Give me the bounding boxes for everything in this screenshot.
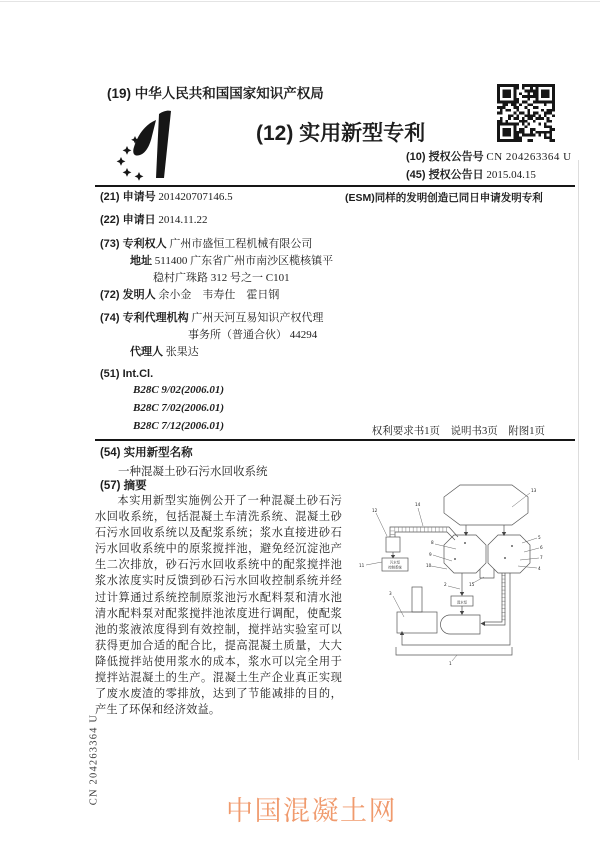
agent-label: 代理人 <box>130 346 163 358</box>
title-section-label: (54) 实用新型名称 <box>100 447 193 459</box>
patent-figure-svg <box>342 477 574 673</box>
pub-number-row <box>406 150 572 164</box>
agent-value: 张果达 <box>165 346 199 358</box>
callout-bottom-line: 1 <box>449 661 452 666</box>
figure-separator <box>386 537 400 552</box>
filing-date-row <box>100 213 207 227</box>
callout-right-d: 4 <box>538 566 541 571</box>
figure-callouts <box>359 488 543 666</box>
application-number-label: (21) 申请号 <box>100 191 156 203</box>
address-line2: 稳村广珠路 312 号之一 C101 <box>153 272 290 284</box>
figure-left-pool <box>444 535 486 573</box>
callout-right-a: 5 <box>538 535 541 540</box>
callout-label-box: 11 <box>359 563 365 568</box>
pub-number-value: CN 204263364 U <box>486 151 572 163</box>
callout-mixer: 3 <box>389 591 392 596</box>
patent-figure <box>342 477 574 678</box>
scan-right-edge <box>578 160 579 760</box>
callout-pipe: 14 <box>415 502 421 507</box>
agency-line1: 广州天河互易知识产权代理 <box>191 312 324 324</box>
application-number-value: 201420707146.5 <box>158 191 233 203</box>
address-row-1 <box>130 254 333 268</box>
site-watermark: 中国混凝土网 <box>226 796 397 826</box>
figure-material-dots <box>454 542 513 560</box>
ipc-entry-1: B28C 9/02(2006.01) <box>133 384 225 396</box>
separator-label-line2: 控制系统 <box>388 565 402 570</box>
callout-right-c: 7 <box>540 555 543 560</box>
figure-right-pool <box>488 535 530 573</box>
logo-shapes <box>117 111 171 181</box>
callout-separator: 12 <box>372 508 378 513</box>
header-divider <box>95 185 575 187</box>
callout-bridge: 15 <box>469 582 475 587</box>
figure-top-pool <box>444 485 528 525</box>
figure-mixer-tower <box>412 587 422 612</box>
agency-row <box>100 311 323 325</box>
figure-tank <box>441 615 481 634</box>
biblio-divider <box>95 439 575 441</box>
separator-label-line1: 污水泵 <box>389 560 401 565</box>
patent-title: 一种混凝土砂石污水回收系统 <box>118 466 268 478</box>
inventors-row <box>100 288 279 302</box>
inventors-value: 余小金 韦寿仕 霍日钢 <box>158 289 280 301</box>
inventors-label: (72) 发明人 <box>100 289 156 301</box>
side-publication-code: CN 204263364 U <box>88 713 100 806</box>
figure-pipes <box>390 525 512 655</box>
document-type-title: (12) 实用新型专利 <box>256 122 426 145</box>
pub-number-label: (10) 授权公告号 <box>406 151 484 163</box>
qr-code <box>497 84 555 147</box>
figure-leaders <box>366 493 539 661</box>
abstract-section-label: (57) 摘要 <box>100 480 147 492</box>
ipc-entry-2: B28C 7/02(2006.01) <box>133 402 225 414</box>
scan-top-edge <box>0 1 600 2</box>
address-label: 地址 <box>130 255 152 267</box>
agent-row <box>130 345 199 359</box>
callout-left-c: 10 <box>426 563 432 568</box>
qr-code-svg <box>497 84 555 142</box>
cnipa-logo <box>113 108 191 193</box>
callout-top-pool: 13 <box>531 488 537 493</box>
esm-note: (ESM)同样的发明创造已同日申请发明专利 <box>345 192 543 204</box>
pub-date-label: (45) 授权公告日 <box>406 169 484 181</box>
patentee-value: 广州市盛恒工程机械有限公司 <box>169 238 313 250</box>
ipc-label: (51) Int.Cl. <box>100 368 154 380</box>
callout-right-b: 6 <box>540 545 543 550</box>
patentee-label: (73) 专利权人 <box>100 238 167 250</box>
address-line1: 511400 广东省广州市南沙区榄核镇平 <box>154 255 334 267</box>
agency-line2: 事务所（普通合伙） 44294 <box>188 329 318 341</box>
callout-left-a: 8 <box>431 540 434 545</box>
agency-label: (74) 专利代理机构 <box>100 312 189 324</box>
figure-bridge <box>480 569 494 578</box>
pages-note: 权利要求书1页 说明书3页 附图1页 <box>371 426 545 437</box>
pub-date-row <box>406 168 536 182</box>
filing-date-label: (22) 申请日 <box>100 214 156 226</box>
ipc-entry-3: B28C 7/12(2006.01) <box>133 420 225 432</box>
patent-office-name: (19) 中华人民共和国国家知识产权局 <box>107 86 324 101</box>
filing-date-value: 2014.11.22 <box>158 214 208 226</box>
cnipa-logo-svg <box>113 108 191 188</box>
abstract-text: 本实用新型实施例公开了一种混凝土砂石污水回收系统，包括混凝土车清洗系统、混凝土砂石污水回收系统以及配浆系统；浆水直接进砂石污水回收系统中的原浆搅拌池，避免经沉淀池产生二次排放，砂石污水回收系统中的配浆搅拌池浆水浓度实时反馈到砂石污水回收控制系统并经过计算通过系统控制原浆池污水配料泵和清水池清水配料泵对配浆搅拌池浓度进行调配，使配浆池的浆液浓度得到有效控制，搅拌站实验室可以获得更加合适的配合比，提高混凝土质量，大大降低搅拌站使用浆水的成本，浆水可以完全用于搅拌站混凝土的生产。混凝土生产企业真正实现了废水废渣的零排放，达到了节能减排的目的，产生了环保和经济效益。 <box>95 495 342 717</box>
pub-date-value: 2015.04.15 <box>486 169 536 181</box>
callout-left-b: 9 <box>429 552 432 557</box>
pump-box-label: 清水泵 <box>456 600 468 605</box>
application-number-row <box>100 190 233 204</box>
callout-down-pipe: 2 <box>444 582 447 587</box>
patentee-row <box>100 237 312 251</box>
figure-machines <box>382 485 530 634</box>
